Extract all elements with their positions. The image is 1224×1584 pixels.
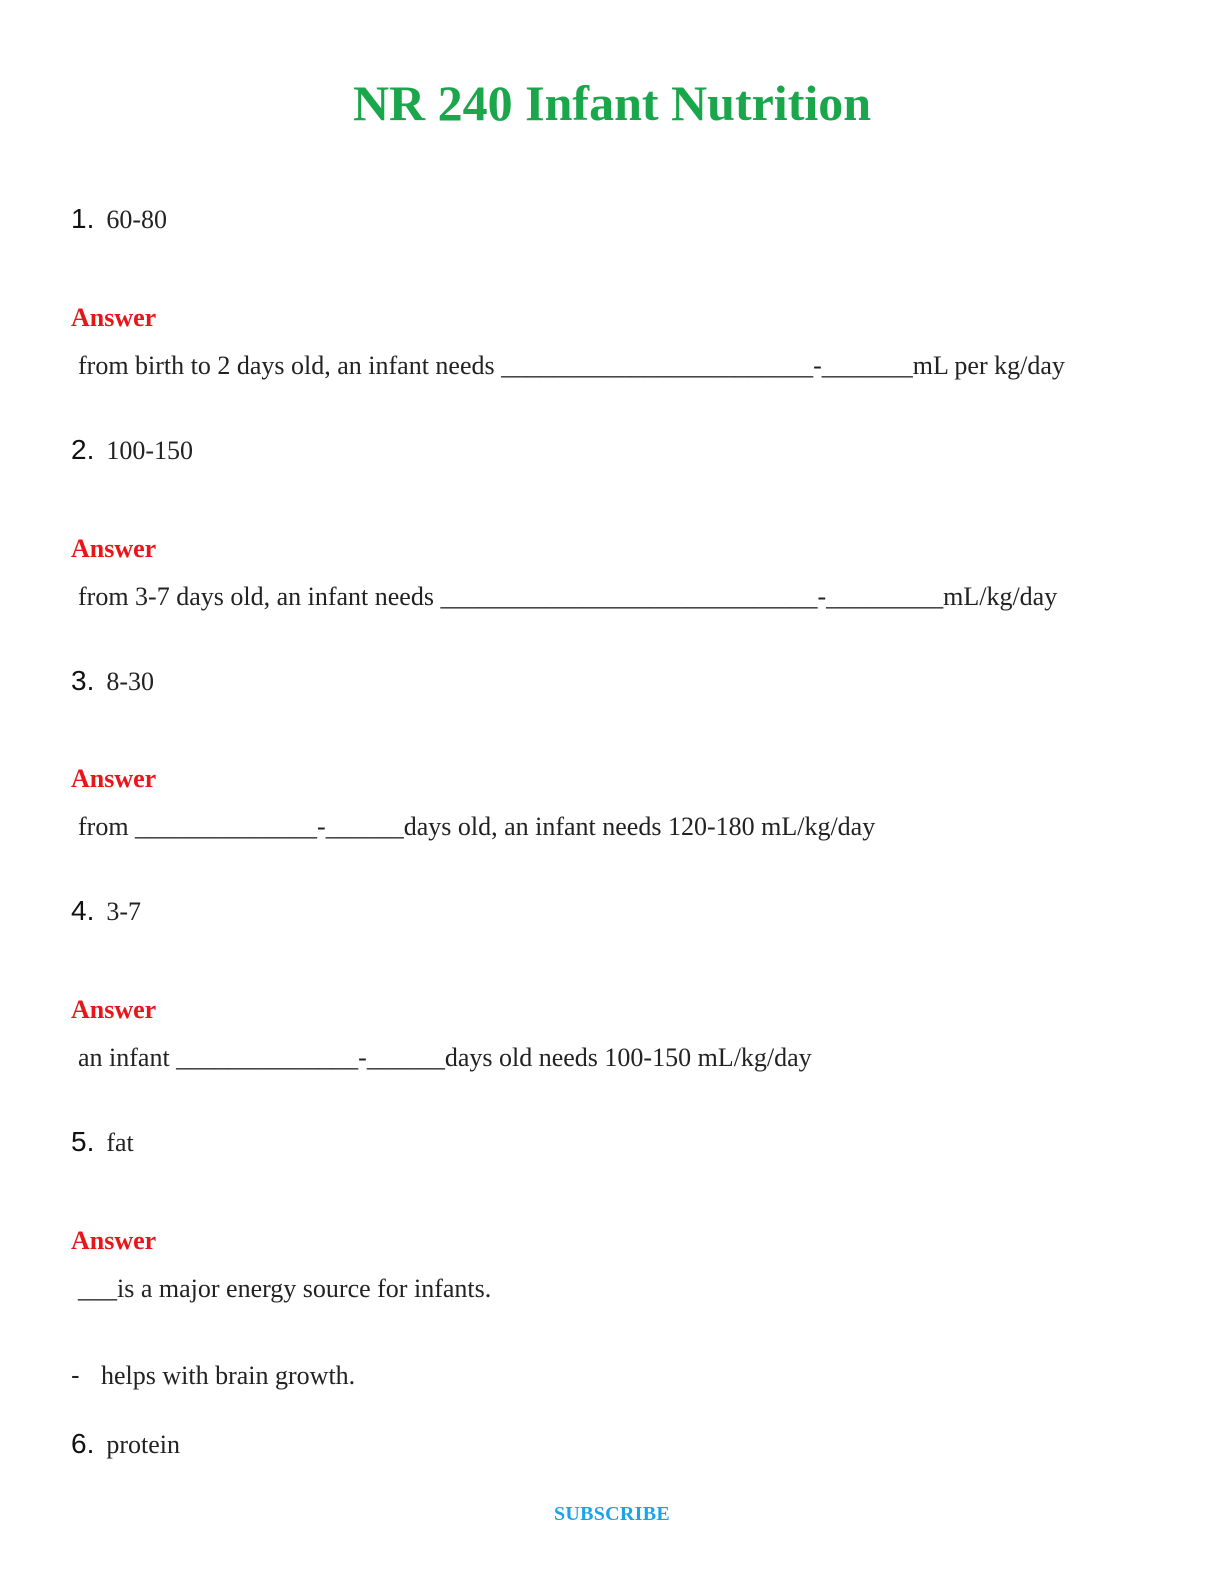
question-number: 2.	[71, 434, 95, 465]
question-3	[71, 665, 154, 701]
question-number: 6.	[71, 1428, 95, 1459]
question-6	[71, 1428, 180, 1464]
question-term: 100-150	[106, 436, 194, 465]
question-2	[71, 434, 193, 470]
question-term: 60-80	[106, 205, 168, 234]
answer-prompt: from birth to 2 days old, an infant needs ________________________-_______mL per kg/day	[78, 351, 1065, 380]
answer-prompt: from 3-7 days old, an infant needs _____________________________-_________mL/kg/day	[78, 582, 1058, 611]
answer-label: Answer	[71, 534, 157, 563]
answer-label: Answer	[71, 303, 157, 332]
answer-label: Answer	[71, 764, 157, 793]
question-term: fat	[106, 1128, 134, 1157]
answer-label: Answer	[71, 995, 157, 1024]
question-number: 4.	[71, 895, 95, 926]
question-number: 1.	[71, 203, 95, 234]
document-title: NR 240 Infant Nutrition	[352, 75, 872, 131]
answer-prompt: ___is a major energy source for infants.	[78, 1274, 492, 1303]
question-number: 5.	[71, 1126, 95, 1157]
question-number: 3.	[71, 665, 95, 696]
question-term: 3-7	[106, 897, 142, 926]
question-1	[71, 203, 167, 239]
answer-prompt: an infant ______________-______days old needs 100-150 mL/kg/day	[78, 1043, 812, 1072]
answer-label: Answer	[71, 1226, 157, 1255]
question-5	[71, 1126, 134, 1162]
bullet-dash: -	[71, 1360, 80, 1390]
question-term: protein	[106, 1430, 181, 1459]
subscribe-link[interactable]: SUBSCRIBE	[553, 1503, 671, 1525]
bullet-text: helps with brain growth.	[101, 1361, 356, 1390]
answer-bullet	[71, 1360, 355, 1391]
answer-prompt: from ______________-______days old, an infant needs 120-180 mL/kg/day	[78, 812, 876, 841]
question-term: 8-30	[106, 667, 155, 696]
question-4	[71, 895, 141, 931]
